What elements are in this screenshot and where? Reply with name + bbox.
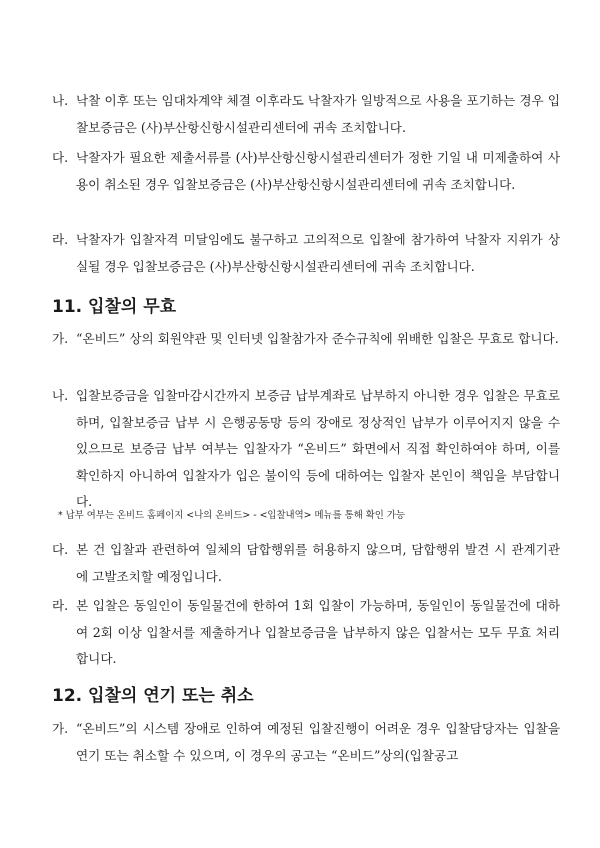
item-text: 낙찰자가 입찰자격 미달임에도 불구하고 고의적으로 입찰에 참가하여 낙찰자 지위가 상실될 경우 입찰보증금은 (사)부산항신항시설관리센터에 귀속 조치합니다. (76, 232, 560, 274)
item-text: “온비드”의 시스템 장애로 인하여 예정된 입찰진행이 어려운 경우 입찰담당자는 입찰을 연기 또는 취소할 수 있으며, 이 경우의 공고는 “온비드”상의(입찰공고 (76, 721, 560, 763)
list-item-section11-ra (52, 593, 560, 673)
list-item-section10-na (52, 88, 560, 141)
list-item-section10-ra (52, 227, 560, 280)
section-heading-11: 11. 입찰의 무효 (52, 297, 177, 317)
item-text: 낙찰 이후 또는 임대차계약 체결 이후라도 낙찰자가 일방적으로 사용을 포기하는 경우 입찰보증금은 (사)부산항신항시설관리센터에 귀속 조치합니다. (76, 93, 560, 135)
list-item-section11-da (52, 537, 560, 590)
item-marker: 다. (52, 542, 69, 557)
item-text: “온비드” 상의 회원약관 및 인터넷 입찰참가자 준수규칙에 위배한 입찰은 무효로 합니다. (76, 331, 559, 346)
item-marker: 라. (52, 598, 69, 613)
item-marker: 가. (52, 331, 69, 346)
item-marker: 나. (52, 388, 69, 403)
item-marker: 나. (52, 93, 69, 108)
footnote: * 납부 여부는 온비드 홈페이지 <나의 온비드> - <입찰내역> 메뉴를 통해 확인 가능 (58, 510, 405, 521)
list-item-section12-ga (52, 716, 560, 769)
list-item-section10-da (52, 145, 560, 198)
item-text: 본 입찰은 동일인이 동일물건에 한하여 1회 입찰이 가능하며, 동일인이 동일물건에 대하여 2회 이상 입찰서를 제출하거나 입찰보증금을 납부하지 않은 입찰서는 모두 무효 처리합니다. (76, 598, 560, 666)
item-text: 낙찰자가 필요한 제출서류를 (사)부산항신항시설관리센터가 정한 기일 내 미제출하여 사용이 취소된 경우 입찰보증금은 (사)부산항신항시설관리센터에 귀속 조치합니다. (76, 150, 560, 192)
item-marker: 다. (52, 150, 69, 165)
item-marker: 라. (52, 232, 69, 247)
list-item-section11-na (52, 383, 560, 516)
item-text: 입찰보증금을 입찰마감시간까지 보증금 납부계좌로 납부하지 아니한 경우 입찰은 무효로 하며, 입찰보증금 납부 시 은행공동망 등의 장애로 정상적인 납부가 이루어지지 않을 수 있으므로 보증금 납부 여부는 입찰자가 “온비드” 화면에서 직접 확인하여야 하며, 이를 확인하지 아니하여 입찰자가 입은 불이익 등에 대하여는 입찰자 본인이 책임을 부담합니다. (76, 388, 560, 509)
item-text: 본 건 입찰과 관련하여 일체의 담합행위를 허용하지 않으며, 담합행위 발견 시 관계기관에 고발조치할 예정입니다. (76, 542, 560, 584)
item-marker: 가. (52, 721, 69, 736)
list-item-section11-ga (52, 326, 560, 353)
section-heading-12: 12. 입찰의 연기 또는 취소 (52, 686, 254, 706)
